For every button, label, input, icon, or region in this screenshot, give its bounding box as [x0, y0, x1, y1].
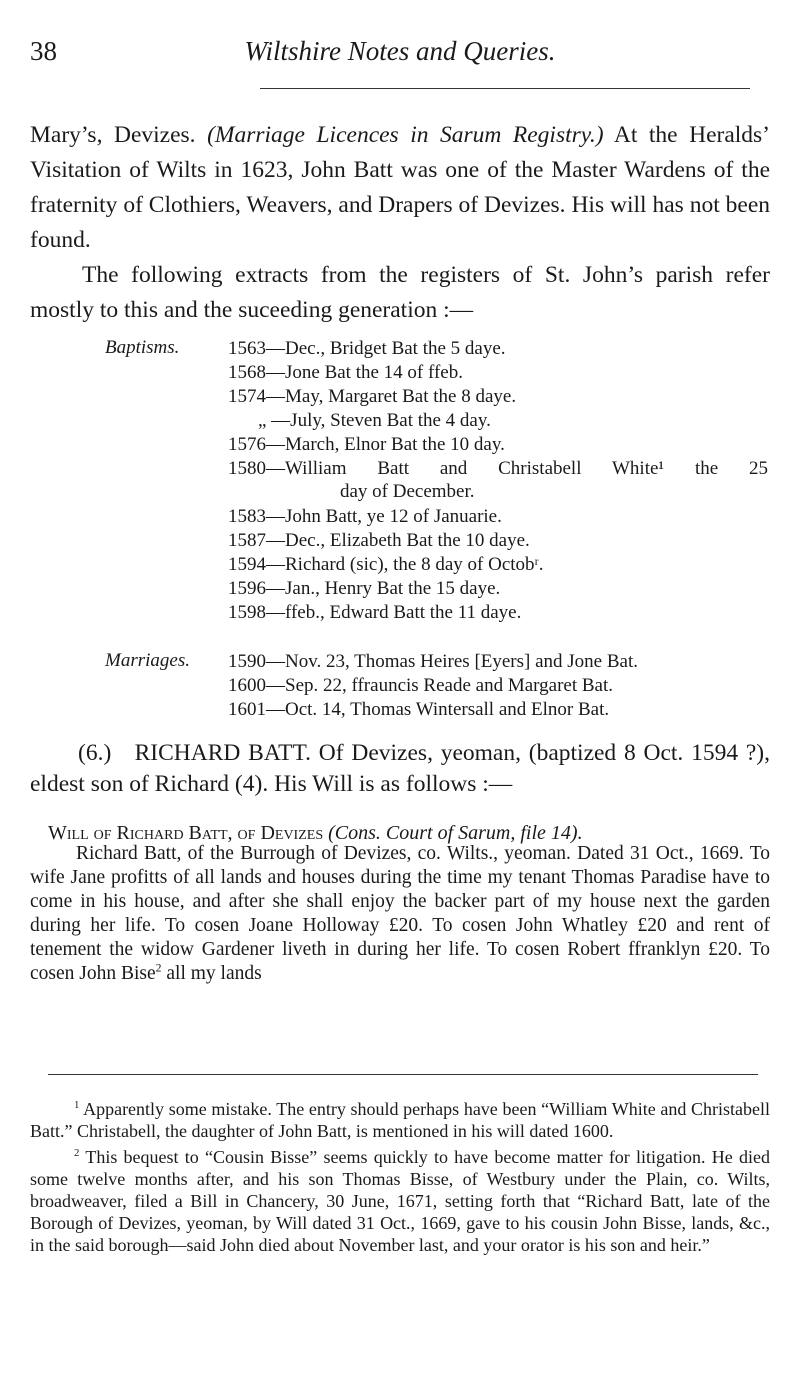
section-name: RICHARD BATT. [134, 740, 312, 766]
baptism-entry: 1580—William Batt and Christabell White¹ the 25 [228, 458, 768, 479]
baptism-entry-continuation: day of December. [340, 481, 475, 502]
footnote-ref: 2 [155, 961, 162, 975]
footnotes [30, 1098, 770, 1256]
baptism-entry: „ —July, Steven Bat the 4 day. [258, 410, 491, 431]
footnote-marker: 1 [74, 1099, 80, 1111]
will-source: (Cons. Court of Sarum, file 14). [328, 822, 583, 844]
paragraph-1: Mary’s, Devizes. (Marriage Licences in Sarum Registry.) At the Heralds’ Visitation of Wilts in 1623, John Batt was one of the Master Wardens of the fraternity of Clothiers, Weavers, and Drapers of Devizes. His will has not been found. [30, 122, 771, 253]
marriage-entry: 1600—Sep. 22, ffrauncis Reade and Margaret Bat. [228, 675, 614, 696]
footnote-marker: 2 [74, 1147, 80, 1159]
baptism-entry: 1574—May, Margaret Bat the 8 daye. [228, 386, 517, 407]
section-richard-batt: (6.) RICHARD BATT. Of Devizes, yeoman, (baptized 8 Oct. 1594 ?), eldest son of Richard (4). His Will is as follows :— [30, 740, 770, 797]
baptism-entry: 1587—Dec., Elizabeth Bat the 10 daye. [228, 530, 530, 551]
baptism-entry: 1563—Dec., Bridget Bat the 5 daye. [228, 338, 506, 359]
footnote-rule [48, 1074, 758, 1075]
paragraph-2: The following extracts from the registers of St. John’s parish refer mostly to this and the suceeding generation :— [30, 262, 770, 323]
marriage-entry: 1590—Nov. 23, Thomas Heires [Eyers] and Jone Bat. [228, 651, 639, 672]
marriage-entry: 1601—Oct. 14, Thomas Wintersall and Elnor Bat. [228, 699, 610, 720]
baptism-entry: 1594—Richard (sic), the 8 day of Octobʳ. [228, 554, 544, 575]
footnote-1: $^1$ Apparently some mistake. The entry should perhaps have been “William White and Christabell Batt.” Christabell, the daughter of John Batt, is mentioned in his will dated 1600. [30, 1099, 770, 1141]
baptism-entry: 1576—March, Elnor Bat the 10 day. [228, 434, 505, 455]
page-number: 38 [30, 36, 57, 66]
source-citation: (Marriage Licences in Sarum Registry.) [207, 122, 604, 148]
baptism-entry: 1568—Jone Bat the 14 of ffeb. [228, 362, 463, 383]
header-rule [260, 88, 750, 89]
baptism-entry: 1596—Jan., Henry Bat the 15 daye. [228, 578, 501, 599]
section-number: (6.) [78, 740, 112, 766]
baptisms-label: Baptisms. [105, 337, 180, 358]
baptism-entry: 1583—John Batt, ye 12 of Januarie. [228, 506, 502, 527]
footnote-2: $^2$ This bequest to “Cousin Bisse” seems quickly to have become matter for litigation. He died some twelve months after, and his son Thomas Bisse, of Westbury under the Plain, co. Wilts, broadweaver, filed a Bill in Chancery, 30 June, 1671, setting forth that “Richard Batt, late of the Borough of Devizes, yeoman, by Will dated 31 Oct., 1669, gave to his cousin John Bisse, lands, &c., in the said borough—said John died about November last, and your orator is his son and heir.” [30, 1147, 770, 1255]
page-header [30, 36, 770, 76]
will-text: Richard Batt, of the Burrough of Devizes, co. Wilts., yeoman. Dated 31 Oct., 1669. To wife Jane profitts of all lands and houses during the time my tenant Thomas Paradise have to come in his house, and after she shall enjoy the backer part of my house next the garden during her life. To cosen Joane Holloway £20. To cosen John Whatley £20 and rent of tenement the widow Gardener liveth in during her life. To cosen Robert ffranklyn £20. To cosen John Bise$^2$ all my lands [30, 843, 770, 984]
baptism-entry: 1598—ffeb., Edward Batt the 11 daye. [228, 602, 522, 623]
main-text [30, 118, 770, 328]
running-title: Wiltshire Notes and Queries. [244, 36, 556, 66]
will-heading: Will of Richard Batt, of Devizes (Cons. Court of Sarum, file 14). [48, 822, 583, 844]
marriages-label: Marriages. [105, 650, 190, 671]
